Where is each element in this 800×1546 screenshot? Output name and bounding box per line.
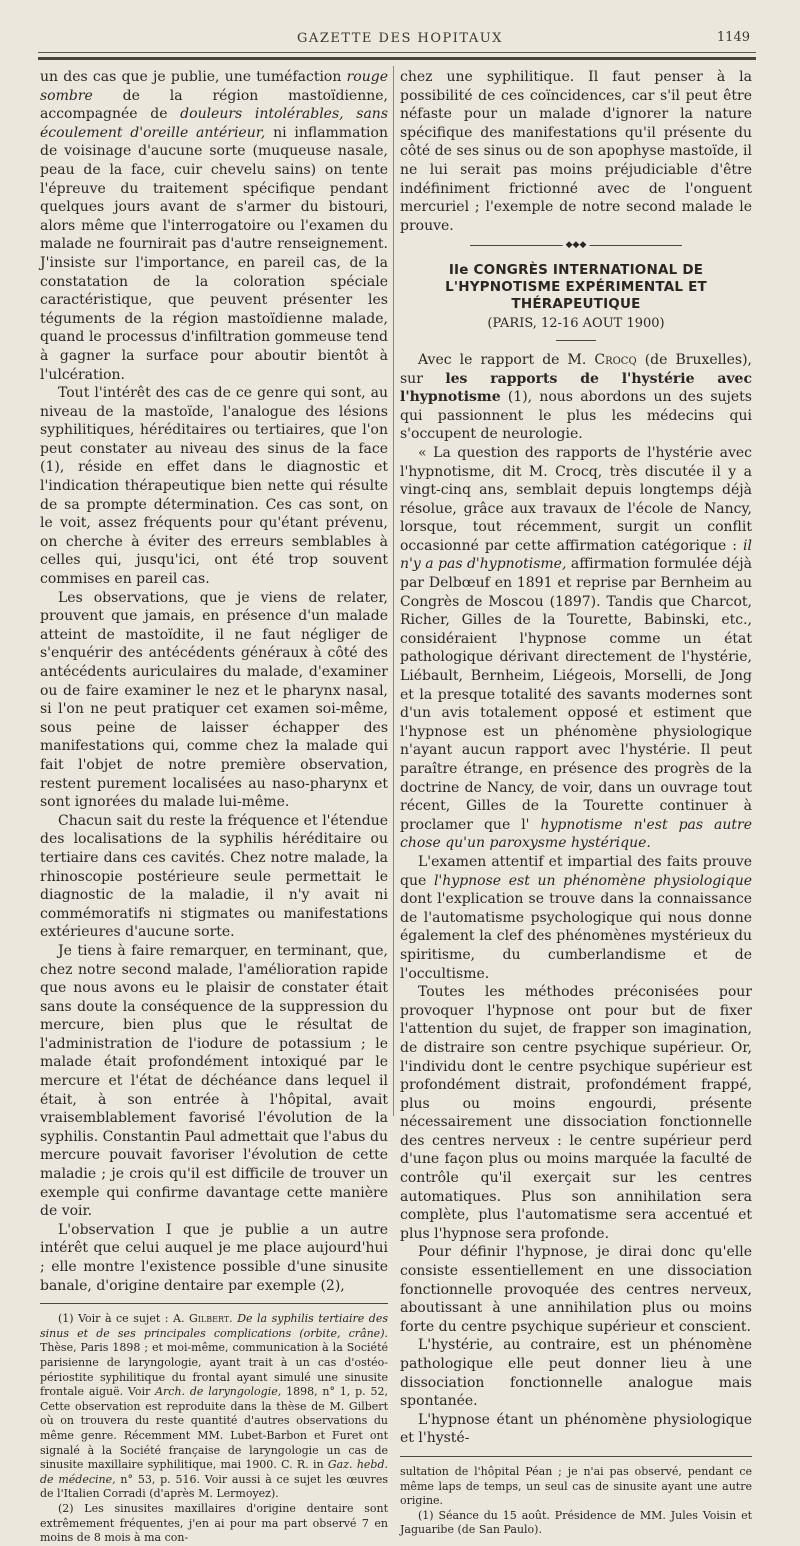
footnote-separator xyxy=(400,1456,752,1457)
section-ornament xyxy=(470,240,681,252)
page-header-title: GAZETTE DES HOPITAUX xyxy=(297,31,503,46)
paragraph: Avec le rapport de M. Crocq (de Bruxelles), sur les rapports de l'hystérie avec l'hypnotisme (1), nous abordons un des sujets qui passionnent le plus les médecins qui s'occupent de neurologie. xyxy=(400,351,752,443)
right-column xyxy=(400,68,752,1538)
header-rule-thick xyxy=(38,57,756,60)
paragraph: Chacun sait du reste la fréquence et l'étendue des localisations de la syphilis héréditaire ou tertiaire dans ces cavités. Chez notre malade, la rhinoscopie postérieure seule permettait le diagnostic de la maladie, il n'y avait ni commémoratifs ni stigmates ou manifestations extérieures d'aucune sorte. xyxy=(40,812,388,941)
paragraph: un des cas que je publie, une tuméfaction rouge sombre de la région mastoïdienne, accompagnée de douleurs intolérables, sans écoulement d'oreille antérieur, ni inflammation de voisinage d'aucune sorte (muqueuse nasale, peau de la face, cuir chevelu sains) on tente l'épreuve du traitement spécifique pendant quelques jours avant de s'armer du bistouri, alors même que l'interrogatoire ou l'examen du malade ne fournirait pas d'autre renseignement. J'insiste sur l'importance, en pareil cas, de la constatation de la coloration spéciale caractéristique, que peuvent présenter les téguments de la région mastoïdienne malade, quand le processus d'infiltration gommeuse tend à gagner la surface pour aboutir bientôt à l'ulcération. xyxy=(40,69,388,383)
paragraph: Toutes les méthodes préconisées pour provoquer l'hypnose ont pour but de fixer l'attention du sujet, de frapper son imagination, de distraire son centre psychique supérieur. Or, l'individu dont le centre psychique supérieur est profondément distrait, profondément frappé, plus ou moins engourdi, présente nécessairement une dissociation fonctionnelle des centres nerveux : le centre supérieur perd d'une façon plus ou moins marquée la faculté de contrôle qu'il exerçait sur les centres automatiques. Plus son annihilation sera complète, plus l'automatisme sera accentué et plus l'hypnose sera profonde. xyxy=(400,984,752,1242)
ornament-icon: ◆◆◆ xyxy=(563,240,590,250)
heading-rule xyxy=(556,340,596,341)
paragraph: Je tiens à faire remarquer, en terminant, que, chez notre second malade, l'amélioration rapide que nous avons eu le plaisir de constater était sans doute la conséquence de la suppression du mercure, bien plus que le résultat de l'administration de l'iodure de potassium ; le malade était profondément intoxiqué par le mercure et l'état de déchéance dans lequel il était, à son entrée à l'hôpital, avait vraisemblablement favorisé l'évolution de la syphilis. Constantin Paul admettait que l'abus du mercure pouvait favoriser l'évolution de cette maladie ; je crois qu'il est difficile de trouver un exemple qui confirme davantage cette manière de voir. xyxy=(40,942,388,1220)
paragraph: L'hystérie, au contraire, est un phénomène pathologique elle peut donner lieu à une dissociation fonctionnelle analogue mais spontanée. xyxy=(400,1337,752,1410)
paragraph: L'hypnose étant un phénomène physiologique et l'hysté- xyxy=(400,1411,752,1447)
left-column xyxy=(40,68,388,1546)
footnote-separator xyxy=(40,1303,388,1304)
paragraph: Les observations, que je viens de relater, prouvent que jamais, en présence d'un malade atteint de mastoïdite, il ne faut négliger de s'enquérir des antécédents généraux à côté des antécédents auriculaires du malade, d'examiner ou de faire examiner le nez et le pharynx nasal, si l'on ne peut pratiquer cet examen soi-même, sous peine de laisser échapper des manifestations qui, comme chez la malade qui fait l'objet de notre première observation, restent purement localisées au naso-pharynx et sont ignorées du malade lui-même. xyxy=(40,589,388,811)
section-subheading: (PARIS, 12-16 AOUT 1900) xyxy=(487,316,665,332)
header-rule-thin xyxy=(38,52,756,53)
footnote: (1) Voir à ce sujet : A. Gilbert. De la syphilis tertiaire des sinus et de ses principales complications (orbite, crâne). Thèse, Paris 1898 ; et moi-même, communication à la Société parisienne de laryngologie, ayant trait à un cas d'ostéo-périostite syphilitique du frontal ayant simulé une sinusite frontale aiguë. Voir Arch. de laryngologie, 1898, n° 1, p. 52, Cette observation est reproduite dans la thèse de M. Gilbert où on trouvera du reste quantité d'autres observations du même genre. Récemment MM. Lubet-Barbon et Furet ont signalé à la Société française de laryngologie un cas de sinusite maxillaire syphilitique, mai 1900. C. R. in Gaz. hebd. de médecine, n° 53, p. 516. Voir aussi à ce sujet les œuvres de l'Italien Corradi (d'après M. Lermoyez). xyxy=(40,1312,388,1501)
paragraph: L'observation I que je publie a un autre intérêt que celui auquel je me place aujourd'hui ; elle montre l'existence possible d'une sinusite banale, d'origine dentaire par exemple (2), xyxy=(40,1221,388,1294)
paragraph: chez une syphilitique. Il faut penser à la possibilité de ces coïncidences, car s'il peut être néfaste pour un malade d'ignorer la nature spécifique des manifestations qu'il présente du côté de ses sinus ou de son apophyse mastoïde, il ne lui serait pas moins préjudiciable d'être indéfiniment frictionné avec de l'onguent mercuriel ; l'exemple de notre second malade le prouve. xyxy=(400,69,752,234)
footnote: sultation de l'hôpital Péan ; je n'ai pas observé, pendant ce même laps de temps, un seul cas de sinusite ayant une autre origine. xyxy=(400,1464,752,1508)
column-divider xyxy=(393,66,394,1116)
page-number: 1149 xyxy=(716,30,750,45)
footnote: (2) Les sinusites maxillaires d'origine dentaire sont extrêmement fréquentes, j'en ai pour ma part observé 7 en moins de 8 mois à ma con- xyxy=(40,1501,388,1545)
section-heading: IIe CONGRÈS INTERNATIONAL DE L'HYPNOTISME EXPÉRIMENTAL ET THÉRAPEUTIQUE xyxy=(445,262,707,313)
paragraph: Pour définir l'hypnose, je dirai donc qu'elle consiste essentiellement en une dissociation fonctionnelle provoquée des centres nerveux, aboutissant à une annihilation plus ou moins forte du centre psychique supérieur et conscient. xyxy=(400,1244,752,1335)
paragraph: « La question des rapports de l'hystérie avec l'hypnotisme, dit M. Crocq, très discutée il y a vingt-cinq ans, semblait depuis longtemps déjà résolue, grâce aux travaux de l'école de Nancy, lorsque, tout récemment, surgit un conflit occasionné par cette affirmation catégorique : il n'y a pas d'hypnotisme, affirmation formulée déjà par Delbœuf en 1891 et reprise par Bernheim au Congrès de Moscou (1897). Tandis que Charcot, Richer, Gilles de la Tourette, Babinski, etc., considéraient l'hypnose comme un état pathologique dérivant directement de l'hystérie, Liébault, Bernheim, Liégeois, Morselli, de Jong et la presque totalité des savants modernes sont d'un avis totalement opposé et estiment que l'hypnose est un phénomène physiologique n'ayant aucun rapport avec l'hystérie. Il peut paraître étrange, en présence des progrès de la doctrine de Nancy, de voir, dans un ouvrage tout récent, Gilles de la Tourette continuer à proclamer que l' hypnotisme n'est pas autre chose qu'un paroxysme hystérique. xyxy=(400,444,752,852)
footnote: (1) Séance du 15 août. Présidence de MM. Jules Voisin et Jaguaribe (de San Paulo). xyxy=(400,1508,752,1537)
paragraph: Tout l'intérêt des cas de ce genre qui sont, au niveau de la mastoïde, l'analogue des lésions syphilitiques, héréditaires ou tertiaires, que l'on peut constater au niveau des sinus de la face (1), réside en effet dans le diagnostic et l'indication thérapeutique bien nette qui résulte de sa prompte détermination. Ces cas sont, on le voit, assez fréquents pour qu'étant prévenu, on cherche à éviter des erreurs semblables à celles qui, jusqu'ici, ont été trop souvent commises en pareil cas. xyxy=(40,385,388,588)
paragraph: L'examen attentif et impartial des faits prouve que l'hypnose est un phénomène physiologique dont l'explication se trouve dans la connaissance de l'automatisme psychologique qui nous donne également la clef des phénomènes mystérieux du spiritisme, du cumberlandisme et de l'occultisme. xyxy=(400,853,753,982)
